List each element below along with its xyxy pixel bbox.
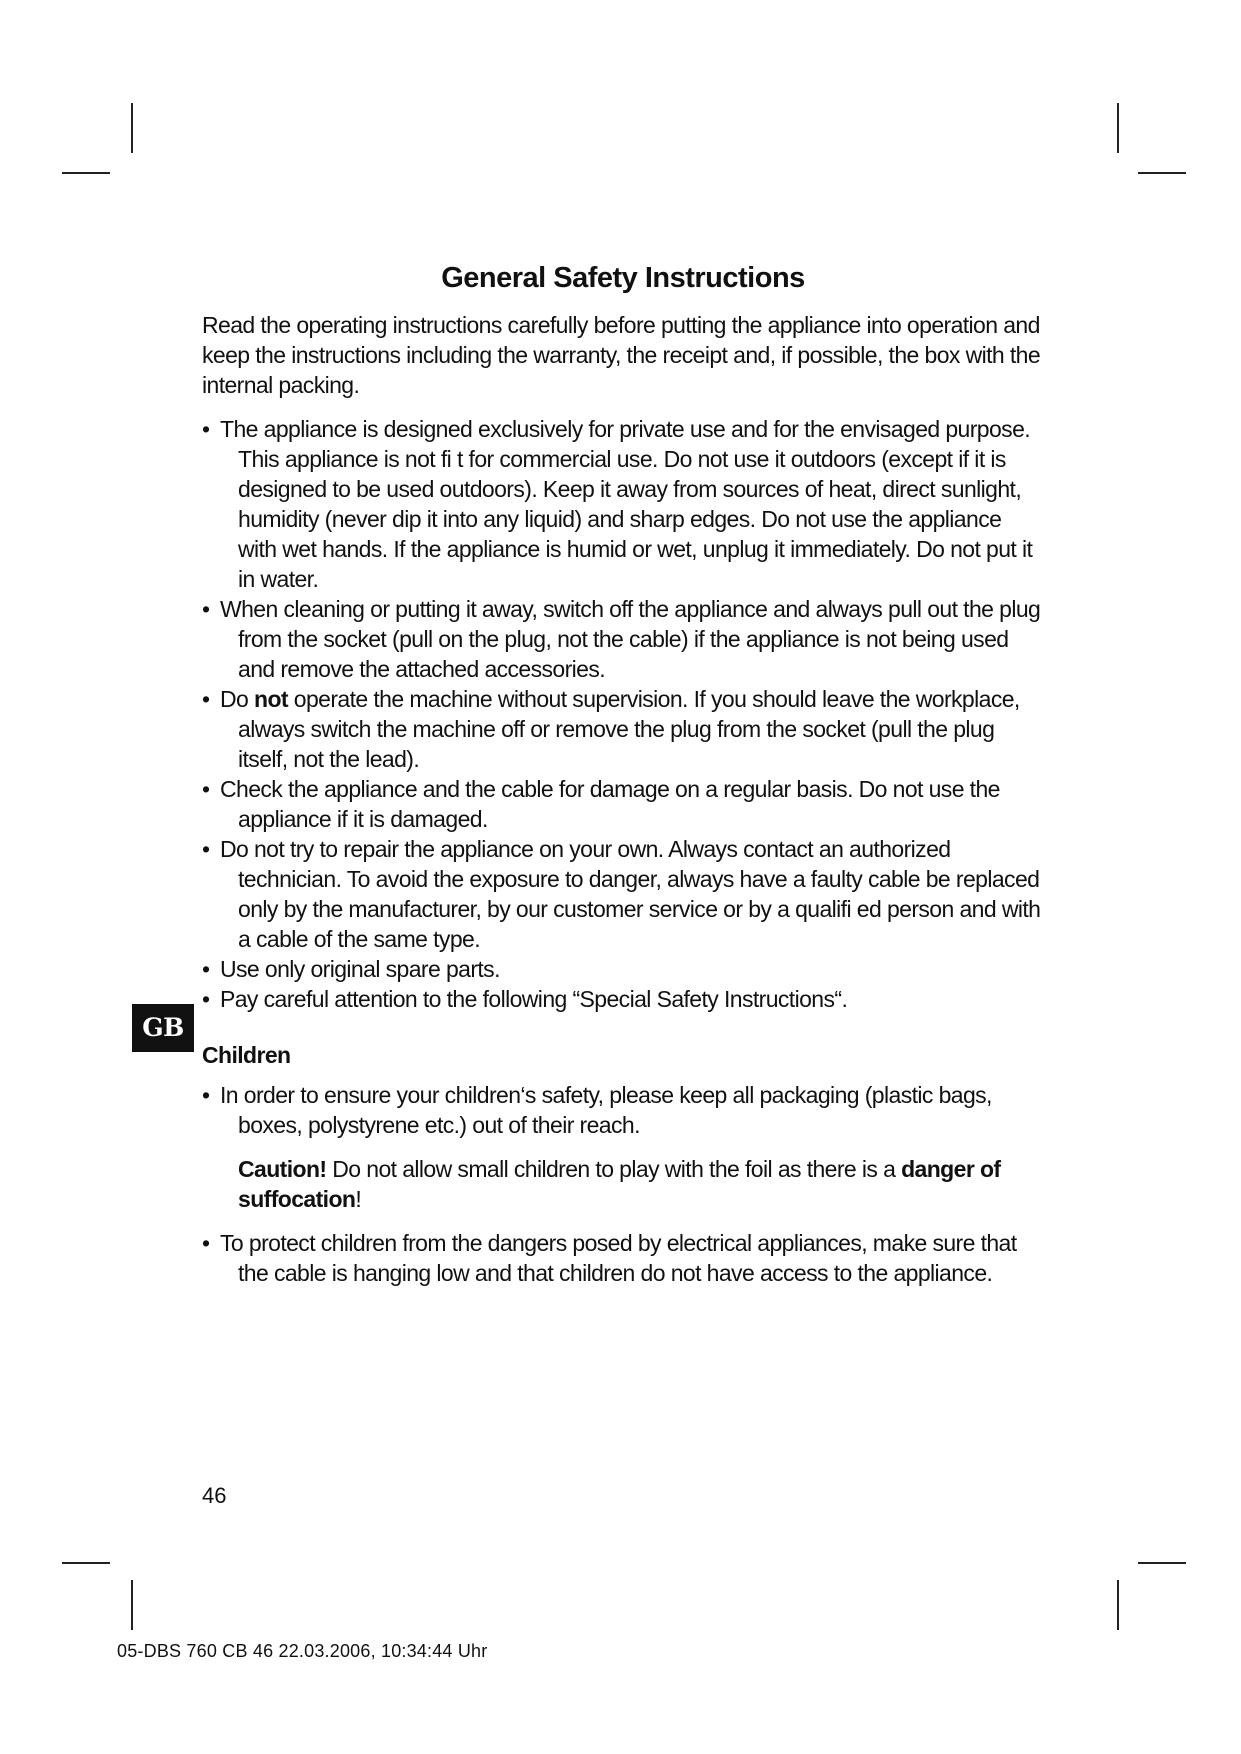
crop-mark-top-right-horizontal bbox=[1138, 172, 1186, 174]
list-item: • The appliance is designed exclusively for private use and for the envisaged purpose. This appliance is not fi t for commercial use. Do not use it outdoors (except if it is designed to be used outdoors). Keep it away from sources of heat, direct sunlight, humidity (never dip it into any liquid) and sharp edges. Do not use the appliance with wet hands. If the appliance is humid or wet, unplug it immediately. Do not put it in water. bbox=[202, 416, 1033, 592]
intro-paragraph: Read the operating instructions carefully before putting the appliance into operation and keep the instructions including the warranty, the receipt and, if possible, the box with the internal packing. bbox=[202, 312, 1041, 398]
page-title: General Safety Instructions bbox=[441, 262, 805, 294]
list-item: • Pay careful attention to the following “Special Safety Instructions“. bbox=[202, 986, 848, 1012]
safety-list bbox=[202, 414, 1044, 1014]
crop-mark-bottom-right-horizontal bbox=[1138, 1562, 1186, 1564]
list-item: • In order to ensure your children‘s safety, please keep all packaging (plastic bags, boxes, polystyrene etc.) out of their reach. bbox=[202, 1082, 992, 1138]
print-footer: 05-DBS 760 CB 46 22.03.2006, 10:34:44 Uhr bbox=[117, 1641, 488, 1661]
section-heading-children: Children bbox=[202, 1042, 291, 1068]
page-content bbox=[202, 260, 1044, 1288]
page-number: 46 bbox=[202, 1483, 227, 1508]
bullet-icon: • bbox=[202, 596, 210, 622]
crop-mark-top-right-vertical bbox=[1117, 103, 1119, 153]
bullet-icon: • bbox=[202, 836, 210, 862]
caution-note: Caution! Do not allow small children to play with the foil as there is a danger of suffocation! bbox=[238, 1156, 1001, 1212]
crop-mark-top-left-horizontal bbox=[62, 172, 110, 174]
bullet-icon: • bbox=[202, 1082, 210, 1108]
crop-mark-top-left-vertical bbox=[131, 103, 133, 153]
bullet-icon: • bbox=[202, 986, 210, 1012]
caution-label: Caution! bbox=[238, 1156, 327, 1182]
list-item: • Check the appliance and the cable for damage on a regular basis. Do not use the appliance if it is damaged. bbox=[202, 776, 1000, 832]
list-item: • Do not try to repair the appliance on your own. Always contact an authorized technician. To avoid the exposure to danger, always have a faulty cable be replaced only by the manufacturer, by our customer service or by a qualifi ed person and with a cable of the same type. bbox=[202, 836, 1041, 952]
caution-emphasis: danger of suffocation bbox=[238, 1156, 1001, 1212]
bullet-icon: • bbox=[202, 1230, 210, 1256]
emphasis-not: not bbox=[254, 686, 288, 712]
list-item: • To protect children from the dangers posed by electrical appliances, make sure that the cable is hanging low and that children do not have access to the appliance. bbox=[202, 1230, 1017, 1286]
children-list-2 bbox=[202, 1228, 1044, 1288]
bullet-icon: • bbox=[202, 956, 210, 982]
language-badge: GB bbox=[132, 1004, 194, 1052]
bullet-icon: • bbox=[202, 776, 210, 802]
list-item: • When cleaning or putting it away, switch off the appliance and always pull out the plug from the socket (pull on the plug, not the cable) if the appliance is not being used and remove the attached accessories. bbox=[202, 596, 1041, 682]
crop-mark-bottom-right-vertical bbox=[1117, 1580, 1119, 1630]
crop-mark-bottom-left-horizontal bbox=[62, 1562, 110, 1564]
list-item: • Do not operate the machine without supervision. If you should leave the workplace, always switch the machine off or remove the plug from the socket (pull the plug itself, not the lead). bbox=[202, 686, 1020, 772]
children-list bbox=[202, 1080, 1044, 1140]
crop-mark-bottom-left-vertical bbox=[131, 1580, 133, 1630]
bullet-icon: • bbox=[202, 686, 210, 712]
bullet-icon: • bbox=[202, 416, 210, 442]
list-item: • Use only original spare parts. bbox=[202, 956, 500, 982]
